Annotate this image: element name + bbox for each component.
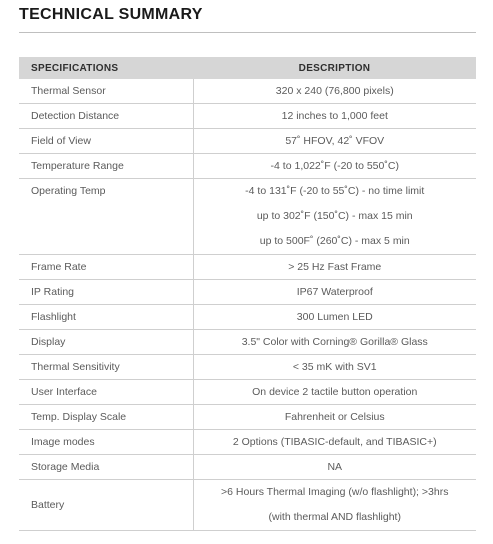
spec-name-cell xyxy=(19,129,193,154)
spec-description-line: -4 to 1,022˚F (-20 to 550˚C) xyxy=(270,160,399,172)
spec-name-cell xyxy=(19,154,193,179)
spec-description-line: On device 2 tactile button operation xyxy=(252,386,418,398)
table-row xyxy=(19,179,476,255)
table-row xyxy=(19,255,476,280)
spec-description-line: < 35 mK with SV1 xyxy=(292,361,377,373)
spec-description-cell xyxy=(193,79,476,104)
table-row xyxy=(19,104,476,129)
spec-description-line: NA xyxy=(327,461,343,473)
spec-name-cell xyxy=(19,280,193,305)
spec-description-cell xyxy=(193,280,476,305)
table-row xyxy=(19,280,476,305)
spec-description-cell xyxy=(193,455,476,480)
table-row xyxy=(19,355,476,380)
spec-description-cell xyxy=(193,154,476,179)
spec-name: Operating Temp xyxy=(31,185,106,197)
table-row xyxy=(19,305,476,330)
spec-name-cell xyxy=(19,430,193,455)
header-specifications: SPECIFICATIONS xyxy=(19,57,193,79)
spec-description-line: 300 Lumen LED xyxy=(296,311,373,323)
spec-description-line: Fahrenheit or Celsius xyxy=(284,411,385,423)
spec-name: Detection Distance xyxy=(31,110,120,122)
table-row xyxy=(19,430,476,455)
spec-name-cell xyxy=(19,79,193,104)
spec-name: Display xyxy=(31,336,66,348)
title-divider xyxy=(19,32,476,33)
spec-description-line: (with thermal AND flashlight) xyxy=(268,511,401,523)
spec-table xyxy=(19,57,476,531)
spec-description-cell xyxy=(193,405,476,430)
table-row xyxy=(19,129,476,154)
header-description: DESCRIPTION xyxy=(193,57,476,79)
spec-description-line: 320 x 240 (76,800 pixels) xyxy=(275,85,394,97)
spec-name: Thermal Sensitivity xyxy=(31,361,120,373)
spec-description-cell xyxy=(193,255,476,280)
spec-name-cell xyxy=(19,355,193,380)
spec-description-cell xyxy=(193,430,476,455)
spec-description-line: up to 302˚F (150˚C) - max 15 min xyxy=(256,210,413,222)
spec-description-line: up to 500F˚ (260˚C) - max 5 min xyxy=(259,235,410,247)
spec-name-cell xyxy=(19,305,193,330)
spec-description-line: IP67 Waterproof xyxy=(296,286,373,298)
table-row xyxy=(19,405,476,430)
spec-name-cell xyxy=(19,255,193,280)
spec-name-cell xyxy=(19,380,193,405)
spec-description-line: 57˚ HFOV, 42˚ VFOV xyxy=(285,135,385,147)
table-row xyxy=(19,380,476,405)
spec-name: Image modes xyxy=(31,436,95,448)
spec-description-line: 2 Options (TIBASIC-default, and TIBASIC+) xyxy=(232,436,437,448)
spec-name: Flashlight xyxy=(31,311,76,323)
table-header-row xyxy=(19,57,476,79)
spec-description-cell xyxy=(193,330,476,355)
spec-description-cell xyxy=(193,305,476,330)
spec-name: Field of View xyxy=(31,135,91,147)
page-title: TECHNICAL SUMMARY xyxy=(19,6,203,23)
spec-name-cell xyxy=(19,455,193,480)
spec-name: Temperature Range xyxy=(31,160,124,172)
table-row xyxy=(19,154,476,179)
table-row xyxy=(19,330,476,355)
spec-table-body xyxy=(19,79,476,531)
spec-description-line: >6 Hours Thermal Imaging (w/o flashlight); >3hrs xyxy=(221,486,449,498)
spec-name: User Interface xyxy=(31,386,97,398)
spec-description-line: 3.5" Color with Corning® Gorilla® Glass xyxy=(241,336,428,348)
spec-name-cell xyxy=(19,179,193,255)
spec-name: Storage Media xyxy=(31,461,100,473)
table-row xyxy=(19,455,476,480)
spec-name: IP Rating xyxy=(31,286,74,298)
spec-name: Battery xyxy=(31,499,65,511)
spec-name: Thermal Sensor xyxy=(31,85,106,97)
spec-description-line: > 25 Hz Fast Frame xyxy=(288,261,382,273)
spec-description-cell xyxy=(193,129,476,154)
spec-description-line: -4 to 131˚F (-20 to 55˚C) - no time limit xyxy=(245,185,425,197)
spec-description-cell xyxy=(193,355,476,380)
spec-description-line: 12 inches to 1,000 feet xyxy=(281,110,388,122)
spec-description-cell xyxy=(193,380,476,405)
spec-name-cell xyxy=(19,330,193,355)
spec-name-cell xyxy=(19,480,193,531)
spec-description-cell xyxy=(193,480,476,531)
spec-description-cell xyxy=(193,179,476,255)
spec-description-cell xyxy=(193,104,476,129)
table-row xyxy=(19,480,476,531)
table-row xyxy=(19,79,476,104)
spec-name: Temp. Display Scale xyxy=(31,411,127,423)
spec-name-cell xyxy=(19,405,193,430)
spec-name: Frame Rate xyxy=(31,261,87,273)
spec-name-cell xyxy=(19,104,193,129)
